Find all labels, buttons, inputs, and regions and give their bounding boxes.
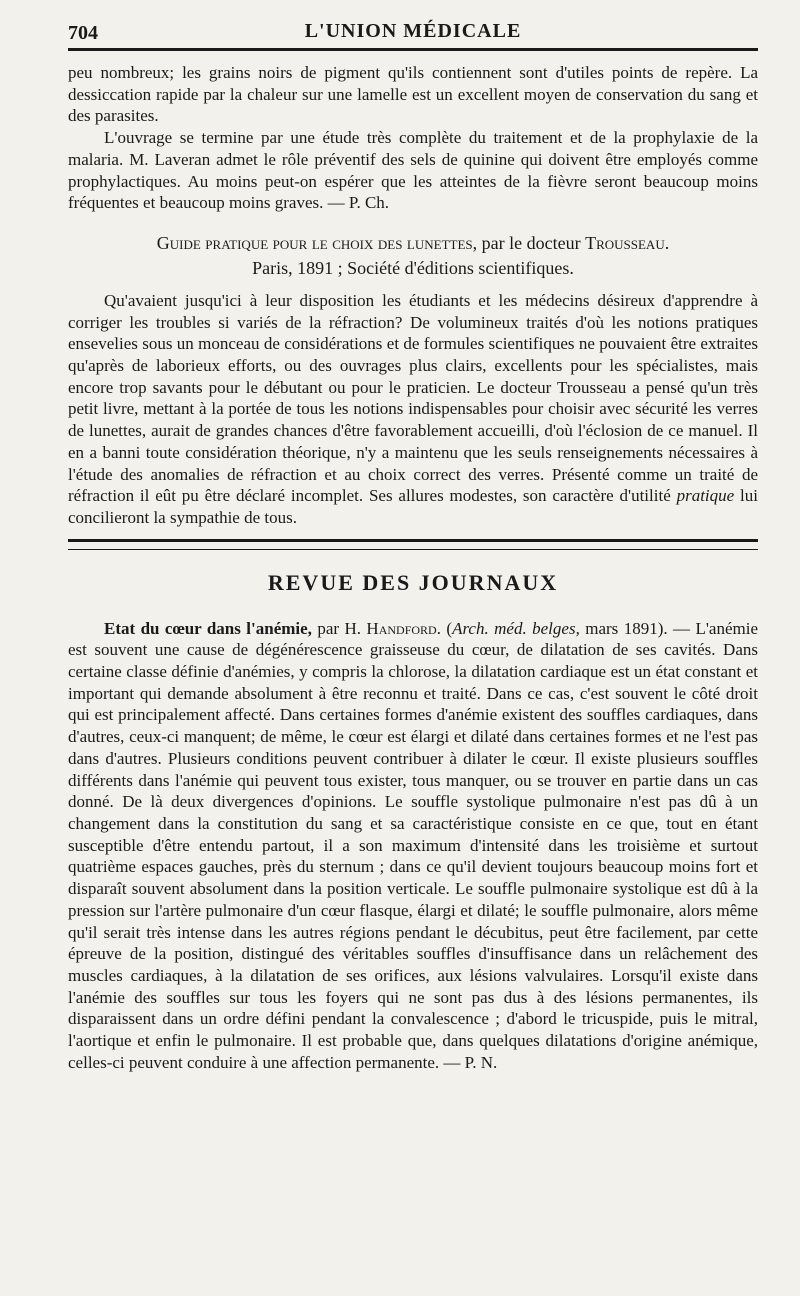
book-review-title	[68, 232, 758, 256]
page-number: 704	[68, 22, 98, 44]
review-text-2: lui concilieront la sympathie de tous.	[68, 486, 758, 527]
paragraph-continuation: peu nombreux; les grains noirs de pigment qu'ils contiennent sont d'utiles points de repère. La dessiccation rapide par la chaleur sur une lamelle est un excellent moyen de conservation du sang et des parasites.	[68, 63, 758, 126]
article-paragraph	[68, 618, 758, 1074]
article-source-open: (	[440, 618, 453, 638]
paragraph-review	[68, 290, 758, 529]
running-header	[68, 18, 758, 48]
review-text-1: Qu'avaient jusqu'ici à leur disposition les étudiants et les médecins désireux d'apprendre à corriger les troubles si variés de la réfraction? De volumineux traités d'où les notions pratiques ensevelies sous un monceau de considérations et de formules scientifiques ne pouvaient être extraites qu'après de laborieux efforts, ou des ouvrages plus clairs, excellents pour les spécialistes, mais encore trop savants pour le débutant ou pour le praticien. Le docteur Trousseau a pensé qu'un très petit livre, mettant à la portée de tous les notions indispensables pour choisir avec sécurité les verres de lunettes, aurait de grandes chances d'être favorablement accueilli, d'où l'éclosion de ce manuel. Il en a banni toute considération théorique, n'y a maintenu que les seuls renseignements nécessaires à l'étude des anomalies de réfraction et au choix correct des verres. Présenté comme un traité de réfraction il eût pu être déclaré incomplet. Ses allures modestes, son caractère d'utilité	[68, 290, 758, 506]
book-publication: Paris, 1891 ; Société d'éditions scientifiques.	[252, 257, 574, 278]
book-author: Trousseau.	[585, 232, 670, 253]
article-source: Arch. méd. belges,	[452, 618, 580, 638]
article-source-date: mars 1891). —	[579, 618, 696, 638]
section-divider	[68, 539, 758, 550]
section-title: REVUE DES JOURNAUX	[267, 569, 559, 595]
journal-name: L'UNION MÉDICALE	[304, 20, 522, 42]
article-by: par H.	[311, 618, 367, 638]
paragraph-treatment: L'ouvrage se termine par une étude très complète du traitement et de la prophylaxie de la malaria. M. Laveran admet le rôle préventif des sels de quinine qui doivent être employés comme prophylactiques. Au moins peut-on espérer que les atteintes de la fièvre seront beaucoup moins fréquentes et beaucoup moins graves. — P. Ch.	[68, 128, 758, 213]
review-text-italic: pratique	[676, 486, 735, 506]
article-title: Etat du cœur dans l'anémie,	[104, 618, 312, 638]
book-title-by: par le docteur	[477, 232, 586, 253]
main-text	[68, 62, 758, 1073]
article-body: L'anémie est souvent une cause de dégénérescence graisseuse du cœur, de dilatation de ses cavités. Dans certaine classe définie d'anémies, y compris la chlorose, la dilatation cardiaque est un état constant et important qui demande absolument à être reconnu et traité. Dans ce cas, c'est souvent le côté droit qui est principalement affecté. Dans certaines formes d'anémie existent des souffles cardiaques, dans d'autres, ceux-ci manquent; de même, le cœur est élargi et dilaté dans certaines formes et ne l'est pas dans d'autres. Plusieurs conditions peuvent contribuer à dilater le cœur. Il existe plusieurs souffles différents dans l'anémie qui peuvent tous exister, tous manquer, ou se trouver en partie dans un cas donné. De là deux divergences d'opinions. Le souffle systolique pulmonaire n'est pas dû à un changement dans la constitution du sang et sa caractéristique consiste en ce que, tout en étant susceptible d'être entendu partout, il a son maximum d'intensité dans les troisième et surtout quatrième espaces gauches, près du sternum ; dans ce qu'il devient toujours beaucoup moins fort et disparaît souvent absolument dans la position verticale. Le souffle pulmonaire systolique est dû à la pression sur l'artère pulmonaire d'un cœur flasque, élargi et dilaté; le souffle pulmonaire, alors même qu'il serait très intense dans les autres régions pendant le décubitus, peut être facilement, par cette épreuve de la position, distingué des véritables souffles d'insuffisance dans un relâchement des muscles cardiaques, à la dilatation de ses orifices, aux lésions valvulaires. Lorsqu'il existe dans l'anémie des souffles sur tous les foyers qui ne sont pas dus à des lésions permanentes, ils disparaissent dans un ordre défini pendant la convalescence ; d'abord le tricuspide, puis le mitral, l'aortique et enfin le pulmonaire. Il est probable que, dans quelques dilatations d'origine anémique, celles-ci peuvent conduire à une affection permanente. — P. N.	[68, 618, 758, 1072]
article-author: Handford.	[366, 618, 441, 638]
book-title: Guide pratique pour le choix des lunettes,	[156, 232, 478, 253]
header-rule	[68, 48, 758, 51]
